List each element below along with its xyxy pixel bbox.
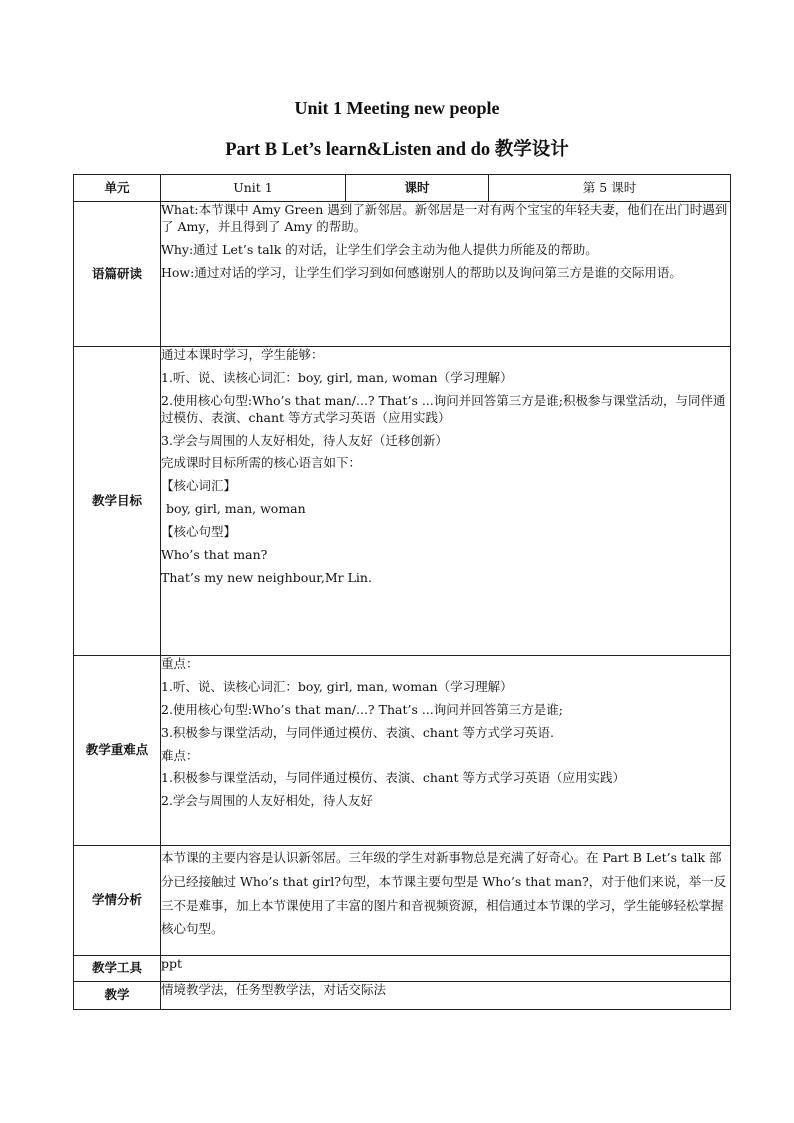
text-analysis-row — [74, 202, 731, 347]
unit-value: Unit 1 — [161, 175, 346, 202]
unit-label: 单元 — [74, 175, 161, 202]
tools-label: 教学工具 — [74, 956, 161, 982]
key-points-line: 2.使用核心句型:Who’s that man/...? That’s ...询问并回答第三方是谁; — [161, 701, 563, 717]
methods-content: 情境教学法，任务型教学法，对话交际法 — [161, 982, 731, 1010]
key-points-label: 教学重难点 — [74, 656, 161, 846]
objectives-line: Who’s that man? — [161, 546, 268, 562]
document-title: Unit 1 Meeting new people — [294, 98, 500, 118]
period-value: 第 5 课时 — [489, 175, 731, 202]
key-points-row — [74, 656, 731, 846]
objectives-content — [161, 347, 731, 656]
objectives-line: boy, girl, man, woman — [166, 501, 306, 517]
learner-analysis-content: 本节课的主要内容是认识新邻居。三年级的学生对新事物总是充满了好奇心。在 Part B Let’s talk 部分已经接触过 Who’s that girl?句型，本节课主要句型是 Who’s that man?，对于他们来说，举一反三不是难事，加上本节课使用了丰富的图片和音视频资源，相信通过本节课的学习，学生能够轻松掌握核心句型。 — [161, 846, 731, 956]
methods-label: 教学 — [74, 982, 161, 1010]
document-subtitle: Part B Let’s learn&Listen and do 教学设计 — [225, 140, 569, 160]
header-row — [74, 175, 731, 202]
text-analysis-content — [161, 202, 731, 347]
objectives-line: 通过本课时学习，学生能够： — [161, 347, 324, 362]
learner-analysis-row — [74, 846, 731, 956]
text-analysis-why: Why:通过 Let’s talk 的对话，让学生们学会主动为他人提供力所能及的帮助。 — [161, 241, 598, 257]
key-points-line: 3.积极参与课堂活动，与同伴通过模仿、表演、chant 等方式学习英语. — [161, 724, 554, 740]
tools-row — [74, 956, 731, 982]
tools-content: ppt — [161, 956, 731, 982]
key-points-line: 1.听、说、读核心词汇：boy, girl, man, woman（学习理解） — [161, 678, 513, 694]
objectives-line: 完成课时目标所需的核心语言如下： — [161, 455, 362, 471]
text-analysis-label: 语篇研读 — [74, 202, 161, 347]
text-analysis-how: How:通过对话的学习，让学生们学习到如何感谢别人的帮助以及询问第三方是谁的交际用语。 — [161, 264, 682, 280]
key-points-line: 重点： — [161, 656, 199, 671]
methods-row — [74, 982, 731, 1010]
key-points-content — [161, 656, 731, 846]
objectives-line: That’s my new neighbour,Mr Lin. — [161, 569, 372, 585]
key-points-line: 1.积极参与课堂活动，与同伴通过模仿、表演、chant 等方式学习英语（应用实践） — [161, 770, 625, 786]
objectives-line: 【核心词汇】 — [161, 478, 237, 494]
objectives-label: 教学目标 — [74, 347, 161, 656]
objectives-line: 3.学会与周围的人友好相处，待人友好（迁移创新） — [161, 432, 448, 448]
period-label: 课时 — [346, 175, 489, 202]
key-points-line: 2.学会与周围的人友好相处，待人友好 — [161, 793, 373, 809]
objectives-line: 1.听、说、读核心词汇：boy, girl, man, woman（学习理解） — [161, 369, 513, 385]
key-points-line: 难点： — [161, 747, 199, 763]
objectives-line: 2.使用核心句型:Who’s that man/...? That’s ...询问并回答第三方是谁;积极参与课堂活动，与同伴通过模仿、表演、chant 等方式学习英语（应用实践） — [161, 392, 726, 425]
objectives-line: 【核心句型】 — [161, 524, 237, 539]
text-analysis-what: What:本节课中 Amy Green 遇到了新邻居。新邻居是一对有两个宝宝的年轻夫妻，他们在出门时遇到了 Amy，并且得到了 Amy 的帮助。 — [161, 202, 728, 234]
objectives-row — [74, 347, 731, 656]
lesson-plan-table — [73, 174, 731, 1010]
learner-analysis-label: 学情分析 — [74, 846, 161, 956]
